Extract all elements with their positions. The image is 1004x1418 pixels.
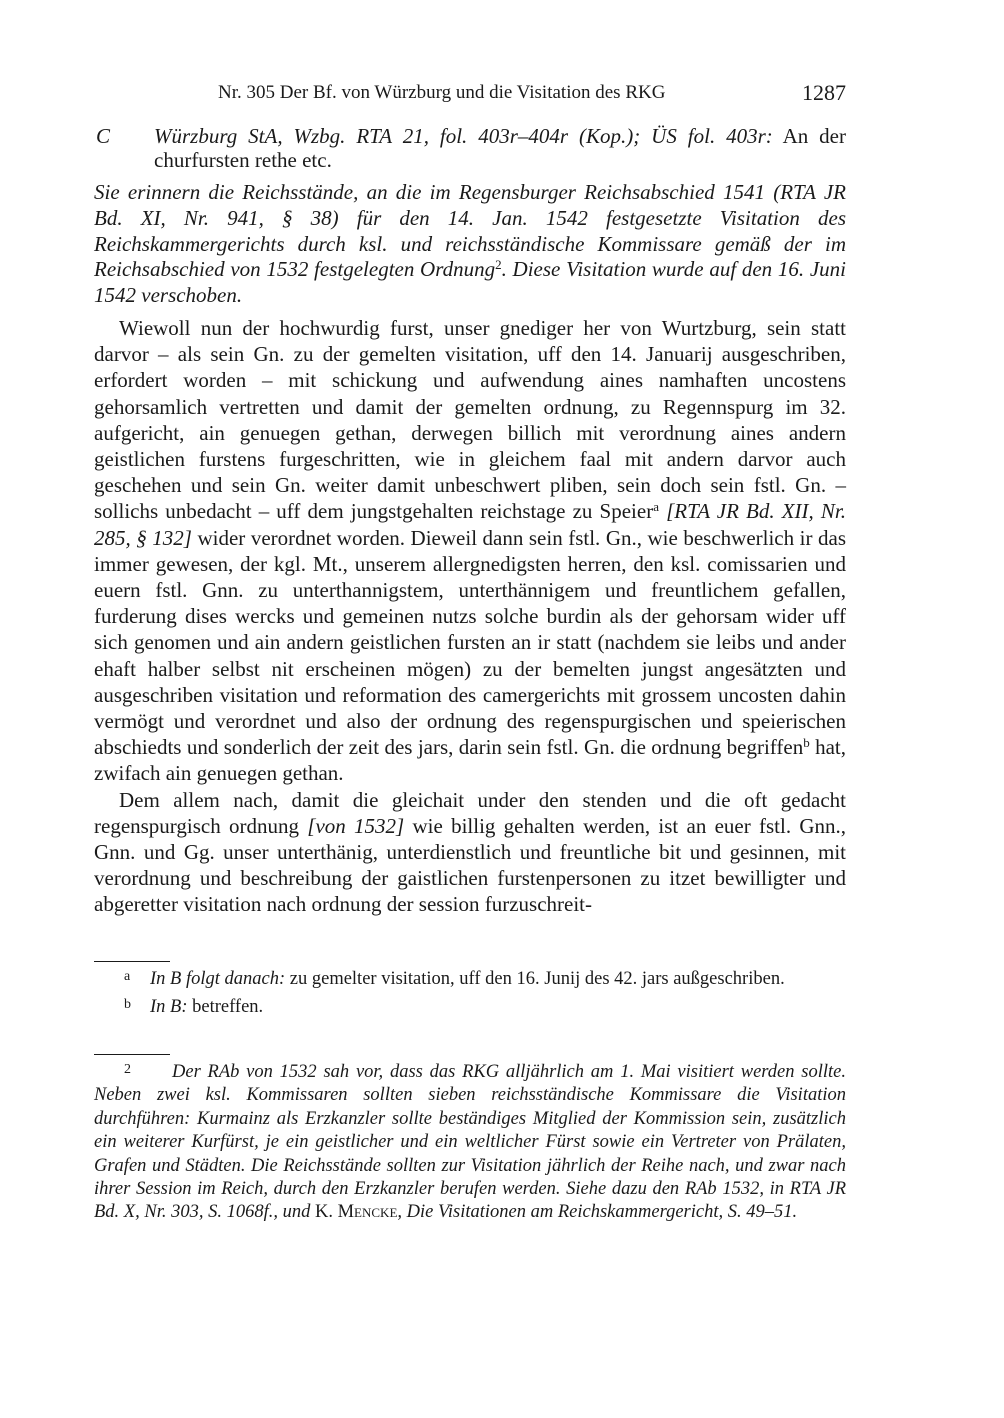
paragraph-2-part-1: Dem allem nach, damit die gleichait under den stenden und die oft gedacht regenspurgisch ordnung [94, 787, 846, 838]
apparatus-lemma: In B folgt danach: [150, 969, 286, 989]
paragraph-1-part-1: Wiewoll nun der hochwurdig furst, unser gnediger her von Wurtzburg, sein statt darvor – als sein Gn. zu der gemelten visitation, uff den 14. Januarij ausgeschriben, erfordert worden – mit schickung und aufwendung aines namhaften uncostens gehorsamlich vertretten und damit der gemelten ordnung, zu Regennspurg im 32. aufgericht, ain genuegen gethan, derwegen billich mit verordnung aines andern geistlichen furstens furgeschritten, wie in gleichem faal mit andern darvor auch geschehen und sein Gn. weiter damit unbeschwert pliben, sein doch sein fstl. Gn. – sollichs unbedacht – uff dem jungstgehalten reichstage zu Speier [94, 316, 846, 524]
editorial-insertion-a: [RTA JR Bd. XII, Nr. 285, § 132] [94, 499, 846, 550]
regest-text: Sie erinnern die Reichsstände, an die im Regensburger Reichsabschied 1541 (RTA JR Bd. XI, Nr. 941, § 38) für den 14. Jan. 1542 festgesetzte Visitation des Reichskammergerichts durch ksl. und reichsständische Kommissare gemäß der im Reichsabschied von 1532 festgelegten Ordnung [94, 180, 846, 282]
source-note [94, 124, 846, 172]
source-archive: Würzburg StA, Wzbg. RTA 21, fol. 403r–404r (Kop.); ÜS fol. 403r: [154, 124, 773, 148]
source-siglum: C [96, 124, 111, 148]
footnote-ref-2: 2 [495, 257, 502, 273]
footnotes [94, 1058, 846, 1225]
footnote-2 [94, 1058, 846, 1225]
apparatus-ref-b: b [803, 735, 810, 751]
paragraph-1-part-3: hat, zwifach ain genuegen gethan. [94, 735, 846, 786]
footnote-title: , Die Visitationen am Reichskammergericht, S. 49–51. [397, 1202, 798, 1223]
apparatus-mark: b [124, 997, 131, 1012]
editorial-insertion: [von 1532] [307, 813, 405, 838]
paragraph-2 [94, 787, 846, 918]
apparatus-note-b [94, 992, 846, 1020]
apparatus-lemma: In B: [150, 997, 188, 1017]
regest-summary [94, 180, 846, 309]
critical-apparatus [94, 964, 846, 1020]
running-head [94, 80, 846, 108]
regest-tail: . Diese Visitation wurde auf den 16. Juni 1542 verschoben. [94, 257, 846, 308]
footnote-mark: 2 [124, 1062, 131, 1077]
source-address: An der churfursten rethe etc. [154, 124, 846, 172]
apparatus-ref-a: a [653, 499, 659, 515]
footnote-author-initial: K. [314, 1202, 338, 1223]
paragraph-1 [94, 315, 846, 787]
apparatus-divider [94, 961, 170, 962]
page-number: 1287 [802, 80, 846, 105]
paragraph-1-part-2: wider verordnet worden. Dieweil dann sein fstl. Gn., wie beschwerlich ir das immer gewesen, der kgl. Mt., unserem allergnedigsten herren, den ksl. comissarien und euern fstl. Gnn. zu unterthannigstem, unterthännigem und freuntlichem gefallen, furderung dises wercks und gemeinen nutzs solche burdin als der gehorsam wider uff sich genomen und ain andern geistlichen fursten an ir statt (nachdem sie leibs und ander ehaft halber selbst nit erscheinen mögen) zu der bemelten jungst angesätzten und ausgeschriben visitation und reformation des camergerichts mit grossem uncosten dahin vermögt und verordnet und also der ordnung des regenspurgischen und speierischen abschiedts und sonderlich der zeit des jars, darin sein fstl. Gn. die ordnung begriffen [94, 525, 846, 760]
apparatus-note-a [94, 964, 846, 992]
main-text [94, 315, 846, 918]
footnote-author-name: Mencke [337, 1202, 398, 1223]
apparatus-text: zu gemelter visitation, uff den 16. Junij des 42. jars außgeschriben. [285, 969, 785, 989]
running-head-title: Nr. 305 Der Bf. von Würzburg und die Visitation des RKG [218, 82, 666, 103]
apparatus-mark: a [124, 969, 131, 984]
footnote-text: Der RAb von 1532 sah vor, dass das RKG alljährlich am 1. Mai visitiert werden sollte. Neben zwei ksl. Kommissaren sollten sieben reichsständische Kommissare die Visitation durchführen: Kurmainz als Erzkanzler sollte beständiges Mitglied der Kommission sein, zusätzlich ein weiterer Kurfürst, je ein geistlicher und ein weltlicher Fürst sowie ein Vertreter von Prälaten, Grafen und Städten. Die Reichsstände sollten zur Visitation jährlich der Reihe nach, und zwar nach ihrer Session im Reich, durch den Erzkanzler berufen werden. Siehe dazu den RAb 1532, in RTA JR Bd. X, Nr. 303, S. 1068f., und [94, 1062, 846, 1223]
apparatus-text: betreffen. [187, 997, 264, 1017]
paragraph-2-part-2: wie billig gehalten werden, ist an euer fstl. Gnn., Gnn. und Gg. unser unterthänig, unterdienstlich und freuntliche bit und gesinnen, mit verordnung und beschreibung der gaistlichen furstenpersonen zu itzet bewilligter und abgeretter visitation nach ordnung der session furzuschreit- [94, 813, 846, 917]
footnote-divider [94, 1054, 170, 1055]
source-text [154, 124, 846, 172]
